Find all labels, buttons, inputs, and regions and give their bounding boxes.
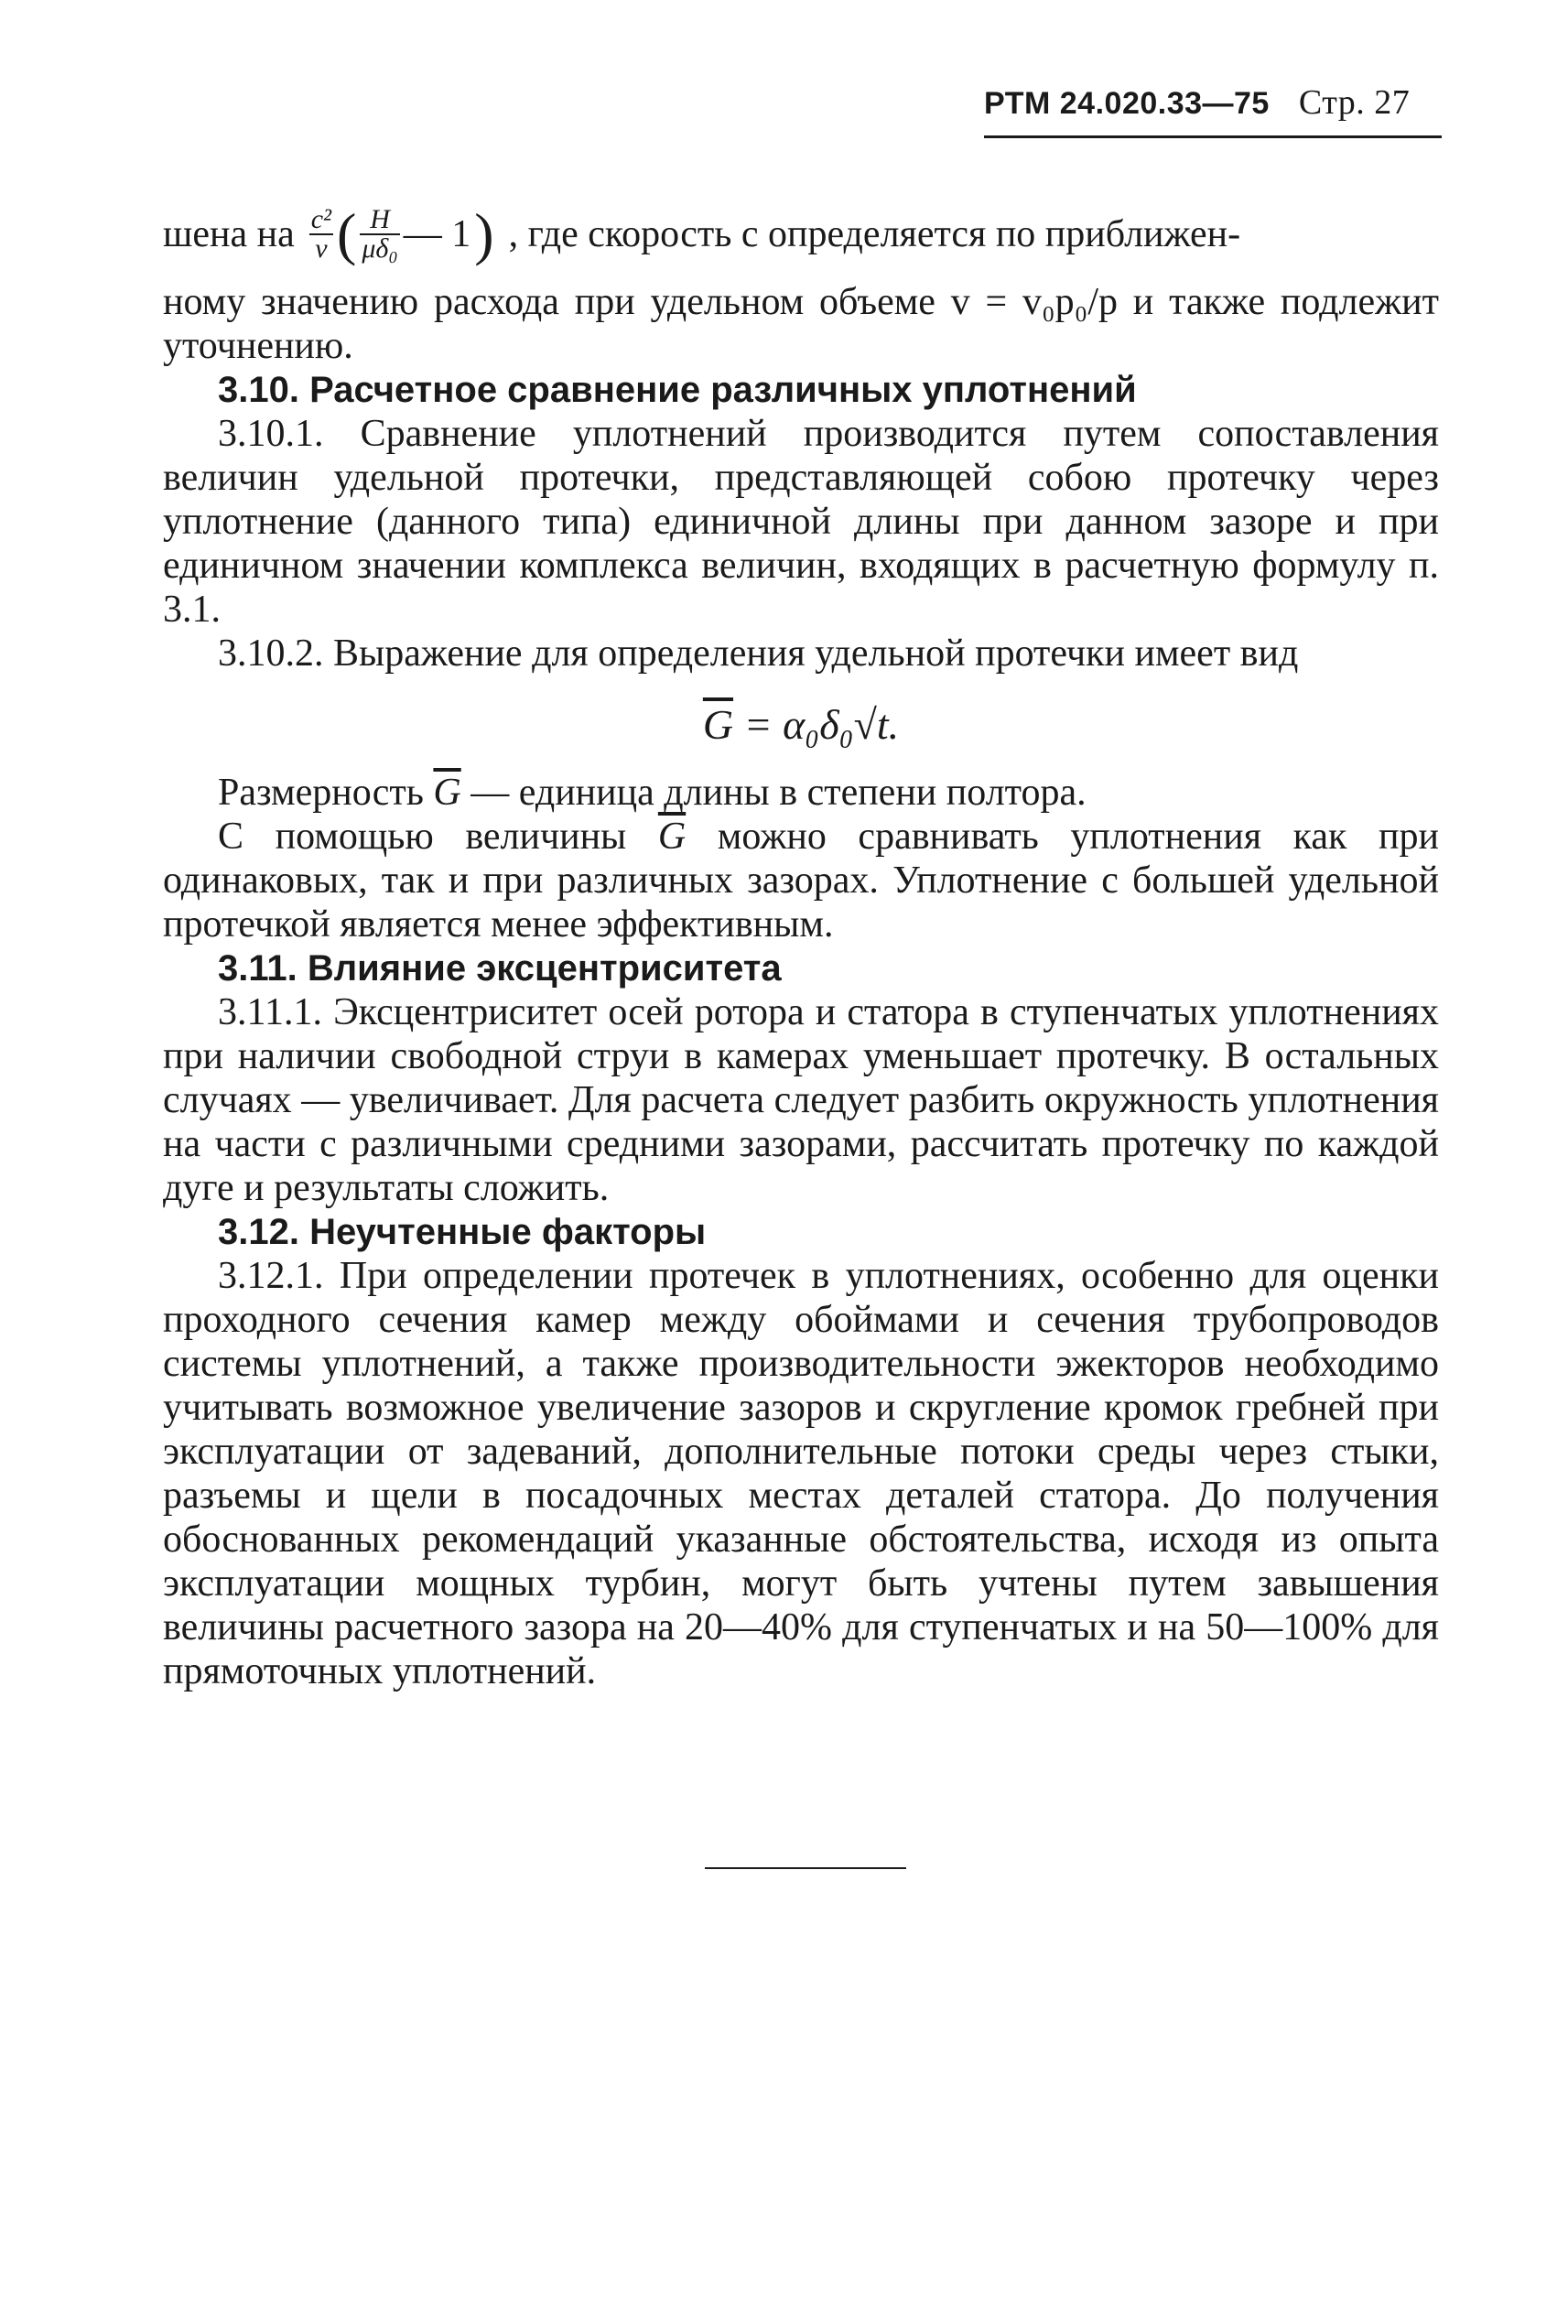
- formula-minus-one: — 1: [403, 213, 471, 255]
- paragraph-3-10-1: 3.10.1. Сравнение уплотнений производится путем сопоставления величин удельной протечки, представляющей собою протечку через уплотнение (данного типа) единичной длины при данном зазоре и при единичном значении комплекса величин, входящих в расчетную формулу п. 3.1.: [163, 413, 1439, 631]
- intro-text-end: , где скорость c определяется по приближен-: [508, 213, 1241, 255]
- fraction-c2-v: [309, 206, 333, 263]
- dimension-text-end: — единица длины в степени полтора.: [460, 772, 1087, 814]
- formula-g-bar: $\overline{G}$: [702, 701, 734, 748]
- document-body: [163, 189, 1439, 1693]
- dimension-g-bar: $\overline{G}$: [433, 772, 461, 814]
- heading-3-10: 3.10. Расчетное сравнение различных уплотнений: [218, 370, 1137, 410]
- paragraph-dimension: [163, 771, 1439, 815]
- inline-formula: [309, 201, 494, 266]
- formula-specific-leakage: [163, 697, 1439, 752]
- formula-rhs: = α₀δ₀√t.: [733, 701, 900, 748]
- document-code: РТМ 24.020.33—75: [984, 86, 1270, 121]
- heading-3-12: 3.12. Неучтенные факторы: [218, 1212, 707, 1252]
- fraction-denominator: v: [315, 233, 328, 264]
- end-rule: [705, 1867, 906, 1869]
- comparison-text-end: можно сравнивать уплотнения как при одинаковых, так и при различных зазорах. Уплотнение с большей удельной протечкой является менее эффективным.: [163, 816, 1439, 946]
- right-paren: ): [474, 201, 494, 266]
- intro-paragraph-rest: ному значению расхода при удельном объеме v = v₀p₀/p и также подлежит уточнению.: [163, 281, 1439, 367]
- paragraph-3-12-1: 3.12.1. При определении протечек в уплотнениях, особенно для оценки проходного сечения камер между обоймами и сечения трубопроводов системы уплотнений, а также производительности эжекторов необходимо учитывать возможное увеличение зазоров и скругление кромок гребней при эксплуатации от задеваний, дополнительные потоки среды через стыки, разъемы и щели в посадочных местах деталей статора. До получения обоснованных рекомендаций указанные обстоятельства, исходя из опыта эксплуатации мощных турбин, могут быть учтены путем завышения величины расчетного зазора на 20—40% для ступенчатых и на 50—100% для прямоточных уплотнений.: [163, 1255, 1439, 1692]
- fraction-numerator-h: H: [360, 206, 399, 235]
- heading-3-11: 3.11. Влияние эксцентриситета: [218, 948, 782, 989]
- dimension-text-start: Размерность: [218, 772, 434, 814]
- comparison-g-bar: $\overline{G}$: [657, 816, 687, 858]
- paragraph-3-11-1: 3.11.1. Эксцентриситет осей ротора и статора в ступенчатых уплотнениях при наличии свободной струи в камерах уменьшает протечку. В остальных случаях — увеличивает. Для расчета следует разбить окружность уплотнения на части с различными средними зазорами, рассчитать протечку по каждой дуге и результаты сложить.: [163, 991, 1439, 1209]
- page-header: [984, 82, 1442, 123]
- comparison-text-start: С помощью величины: [218, 816, 658, 858]
- left-paren: (: [337, 201, 357, 266]
- intro-line1: [163, 189, 1439, 280]
- header-rule: [984, 135, 1442, 138]
- page-number: Стр. 27: [1298, 83, 1411, 122]
- paragraph-comparison: [163, 815, 1439, 946]
- fraction-denominator-mudelta: μδ₀: [362, 233, 398, 264]
- fraction-h-mudelta: [360, 206, 399, 263]
- fraction-numerator: c²: [310, 204, 332, 234]
- paragraph-3-10-2: 3.10.2. Выражение для определения удельной протечки имеет вид: [218, 632, 1299, 675]
- intro-text-start: шена на: [163, 213, 295, 255]
